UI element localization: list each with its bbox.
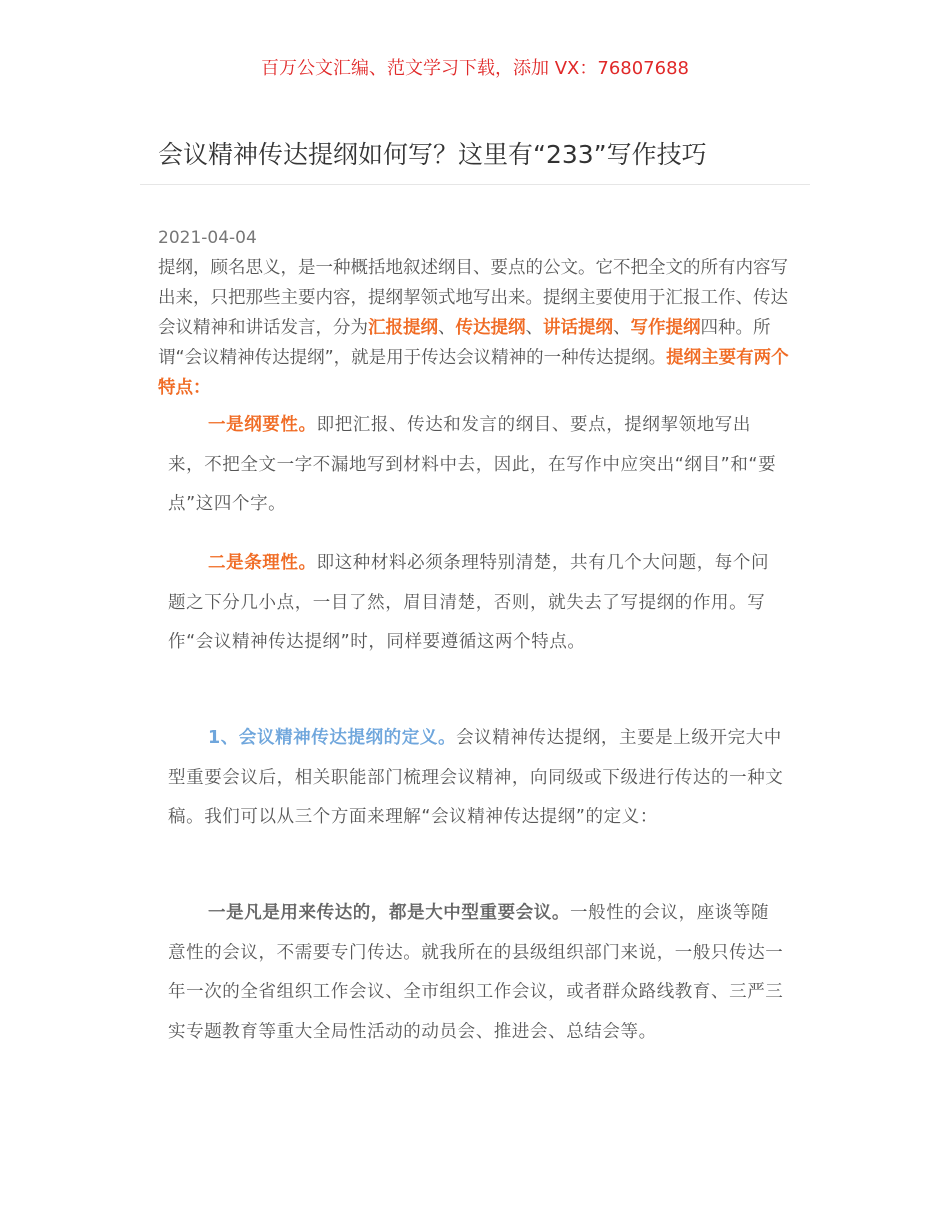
definition-paragraph (168, 719, 786, 838)
article-title: 会议精神传达提纲如何写？这里有“233”写作技巧 (158, 140, 707, 169)
feature-order-paragraph (168, 544, 786, 663)
highlight-speech-outline: 讲话提纲 (543, 318, 613, 338)
definition-heading: 1、会议精神传达提纲的定义。 (208, 728, 457, 748)
feature-order-lead: 二是条理性。 (208, 553, 317, 573)
intro-text-continued: 四种。所谓“会议精神传达提纲”，就是用于传达会议精神的一种传达提纲。 (158, 318, 771, 368)
definition-point-one-body: 一般性的会议，座谈等随意性的会议，不需要专门传达。就我所在的县级组织部门来说，一般只传达一年一次的全省组织工作会议、全市组织工作会议，或者群众路线教育、三严三实专题教育等重大全局性活动的动员会、推进会、总结会等。 (168, 903, 784, 1042)
feature-outline-paragraph (168, 406, 786, 525)
separator: 、 (613, 318, 631, 338)
highlight-relay-outline: 传达提纲 (455, 318, 526, 338)
intro-text: 提纲，顾名思义，是一种概括地叙述纲目、要点的公文。它不把全文的所有内容写出来，只把那些主要内容，提纲挈领式地写出来。提纲主要使用于汇报工作、传达会议精神和讲话发言，分为 (158, 258, 788, 338)
title-divider (140, 184, 810, 185)
highlight-report-outline: 汇报提纲 (368, 318, 438, 338)
highlight-writing-outline: 写作提纲 (630, 318, 701, 338)
separator: 、 (525, 318, 543, 338)
separator: 、 (438, 318, 456, 338)
feature-outline-lead: 一是纲要性。 (208, 415, 317, 435)
feature-outline-body: 即把汇报、传达和发言的纲目、要点，提纲挈领地写出来，不把全文一字不漏地写到材料中去，因此，在写作中应突出“纲目”和“要点”这四个字。 (168, 415, 777, 514)
feature-order-body: 即这种材料必须条理特别清楚，共有几个大问题，每个问题之下分几小点，一目了然，眉目清楚，否则，就失去了写提纲的作用。写作“会议精神传达提纲”时，同样要遵循这两个特点。 (168, 553, 770, 652)
publish-date: 2021-04-04 (158, 228, 257, 248)
definition-point-one-paragraph (168, 894, 786, 1052)
definition-body: 会议精神传达提纲，主要是上级开完大中型重要会议后，相关职能部门梳理会议精神，向同级或下级进行传达的一种文稿。我们可以从三个方面来理解“会议精神传达提纲”的定义： (168, 728, 784, 827)
watermark-banner: 百万公文汇编、范文学习下载，添加 VX：76807688 (261, 58, 689, 79)
highlight-two-features: 提纲主要有两个特点： (158, 348, 789, 398)
intro-paragraph (158, 253, 790, 403)
definition-point-one-lead: 一是凡是用来传达的，都是大中型重要会议。 (208, 903, 570, 923)
